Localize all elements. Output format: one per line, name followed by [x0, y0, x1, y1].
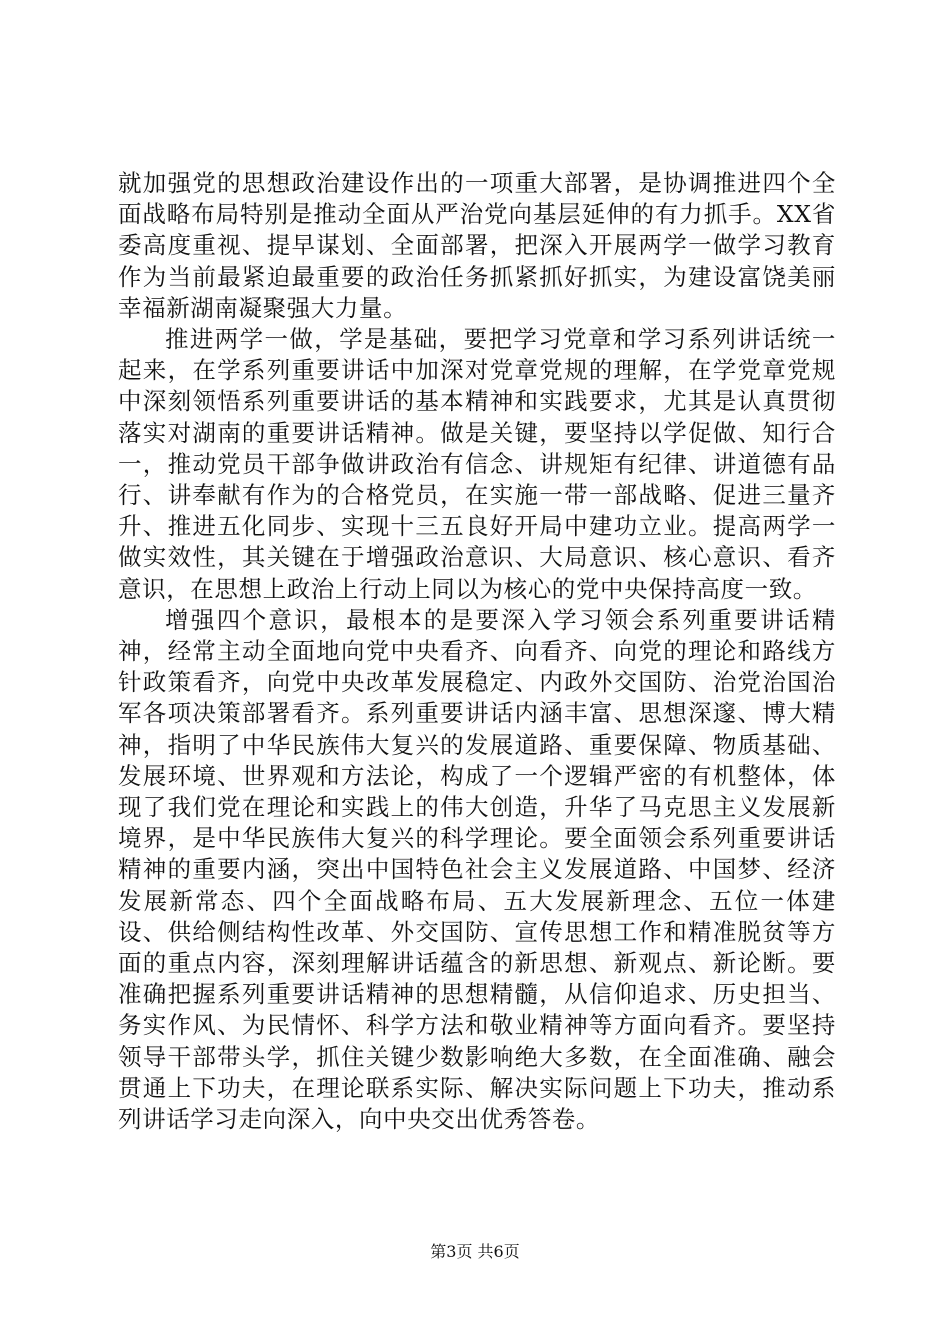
page-number-footer: 第3页 共6页	[430, 1242, 520, 1261]
paragraph-two-learn-one-do: 推进两学一做，学是基础，要把学习党章和学习系列讲话统一起来，在学系列重要讲话中加深对党章党规的理解，在学党章党规中深刻领悟系列重要讲话的基本精神和实践要求，尤其是认真贯彻落实对湖南的重要讲话精神。做是关键，要坚持以学促做、知行合一，推动党员干部争做讲政治有信念、讲规矩有纪律、讲道德有品行、讲奉献有作为的合格党员，在实施一带一部战略、促进三量齐升、推进五化同步、实现十三五良好开局中建功立业。提高两学一做实效性，其关键在于增强政治意识、大局意识、核心意识、看齐意识，在思想上政治上行动上同以为核心的党中央保持高度一致。	[118, 325, 836, 603]
document-body	[118, 168, 836, 1135]
paragraph-four-consciousness: 增强四个意识，最根本的是要深入学习领会系列重要讲话精神，经常主动全面地向党中央看齐、向看齐、向党的理论和路线方针政策看齐，向党中央改革发展稳定、内政外交国防、治党治国治军各项决策部署看齐。系列重要讲话内涵丰富、思想深邃、博大精神，指明了中华民族伟大复兴的发展道路、重要保障、物质基础、发展环境、世界观和方法论，构成了一个逻辑严密的有机整体，体现了我们党在理论和实践上的伟大创造，升华了马克思主义发展新境界，是中华民族伟大复兴的科学理论。要全面领会系列重要讲话精神的重要内涵，突出中国特色社会主义发展道路、中国梦、经济发展新常态、四个全面战略布局、五大发展新理念、五位一体建设、供给侧结构性改革、外交国防、宣传思想工作和精准脱贫等方面的重点内容，深刻理解讲话蕴含的新思想、新观点、新论断。要准确把握系列重要讲话精神的思想精髓，从信仰追求、历史担当、务实作风、为民情怀、科学方法和敬业精神等方面向看齐。要坚持领导干部带头学，抓住关键少数影响绝大多数，在全面准确、融会贯通上下功夫，在理论联系实际、解决实际问题上下功夫，推动系列讲话学习走向深入，向中央交出优秀答卷。	[118, 605, 836, 1134]
paragraph-continued: 就加强党的思想政治建设作出的一项重大部署，是协调推进四个全面战略布局特别是推动全面从严治党向基层延伸的有力抓手。XX省委高度重视、提早谋划、全面部署，把深入开展两学一做学习教育作为当前最紧迫最重要的政治任务抓紧抓好抓实，为建设富饶美丽幸福新湖南凝聚强大力量。	[118, 169, 836, 322]
